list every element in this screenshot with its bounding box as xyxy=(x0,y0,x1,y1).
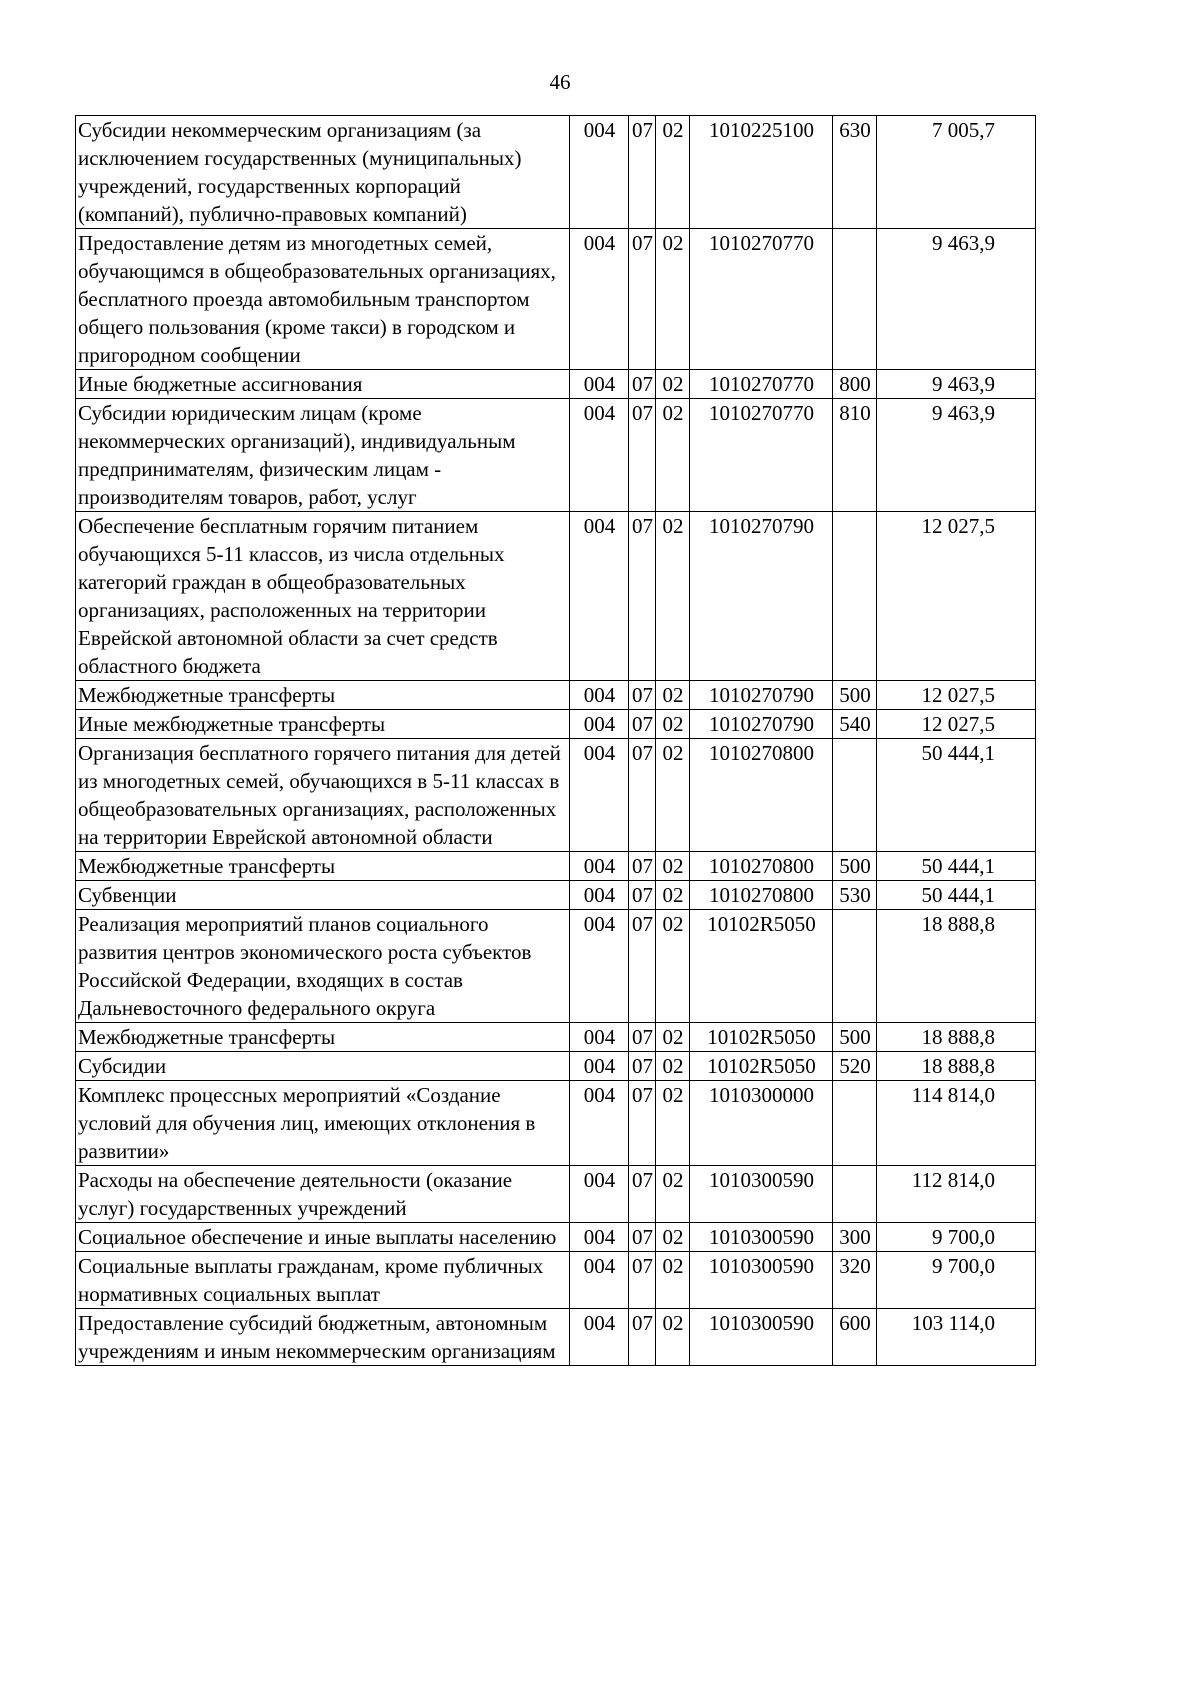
amount-cell: 18 888,8 xyxy=(877,1023,1036,1052)
section-code-cell: 07 xyxy=(629,910,656,1023)
amount-cell: 112 814,0 xyxy=(877,1166,1036,1223)
target-code-cell: 1010270790 xyxy=(690,710,833,739)
subsection-code-cell: 02 xyxy=(656,512,690,681)
amount-cell: 9 463,9 xyxy=(877,229,1036,370)
subsection-code-cell: 02 xyxy=(656,399,690,512)
subsection-code-cell: 02 xyxy=(656,116,690,229)
amount-cell: 9 700,0 xyxy=(877,1223,1036,1252)
expense-name-cell: Субсидии юридическим лицам (кроме некоммерческих организаций), индивидуальным предпринимателям, физическим лицам - производителям товаров, работ, услуг xyxy=(76,399,570,512)
table-row xyxy=(76,710,1036,739)
admin-code-cell: 004 xyxy=(570,1081,629,1166)
target-code-cell: 1010225100 xyxy=(690,116,833,229)
expense-name-cell: Субвенции xyxy=(76,881,570,910)
section-code-cell: 07 xyxy=(629,116,656,229)
table-row xyxy=(76,512,1036,681)
expense-type-cell: 500 xyxy=(833,1023,877,1052)
expense-type-cell: 810 xyxy=(833,399,877,512)
expense-name-cell: Межбюджетные трансферты xyxy=(76,852,570,881)
expense-name-cell: Иные бюджетные ассигнования xyxy=(76,370,570,399)
expense-name-cell: Предоставление субсидий бюджетным, автономным учреждениям и иным некоммерческим организациям xyxy=(76,1309,570,1366)
expense-type-cell: 630 xyxy=(833,116,877,229)
table-row xyxy=(76,1052,1036,1081)
section-code-cell: 07 xyxy=(629,1166,656,1223)
table-row xyxy=(76,1081,1036,1166)
expense-type-cell xyxy=(833,512,877,681)
subsection-code-cell: 02 xyxy=(656,739,690,852)
subsection-code-cell: 02 xyxy=(656,1023,690,1052)
admin-code-cell: 004 xyxy=(570,1052,629,1081)
amount-cell: 114 814,0 xyxy=(877,1081,1036,1166)
target-code-cell: 1010300000 xyxy=(690,1081,833,1166)
expense-type-cell xyxy=(833,1081,877,1166)
table-row xyxy=(76,116,1036,229)
expense-name-cell: Иные межбюджетные трансферты xyxy=(76,710,570,739)
admin-code-cell: 004 xyxy=(570,229,629,370)
amount-cell: 50 444,1 xyxy=(877,739,1036,852)
table-row xyxy=(76,1252,1036,1309)
target-code-cell: 10102R5050 xyxy=(690,1023,833,1052)
budget-table xyxy=(75,115,1036,1366)
target-code-cell: 1010270800 xyxy=(690,852,833,881)
section-code-cell: 07 xyxy=(629,1023,656,1052)
table-row xyxy=(76,881,1036,910)
admin-code-cell: 004 xyxy=(570,852,629,881)
admin-code-cell: 004 xyxy=(570,116,629,229)
expense-name-cell: Межбюджетные трансферты xyxy=(76,681,570,710)
expense-name-cell: Расходы на обеспечение деятельности (оказание услуг) государственных учреждений xyxy=(76,1166,570,1223)
target-code-cell: 1010300590 xyxy=(690,1223,833,1252)
amount-cell: 7 005,7 xyxy=(877,116,1036,229)
amount-cell: 50 444,1 xyxy=(877,852,1036,881)
admin-code-cell: 004 xyxy=(570,1166,629,1223)
expense-name-cell: Субсидии некоммерческим организациям (за исключением государственных (муниципальных) учреждений, государственных корпораций (компаний), публично-правовых компаний) xyxy=(76,116,570,229)
expense-type-cell: 530 xyxy=(833,881,877,910)
admin-code-cell: 004 xyxy=(570,370,629,399)
admin-code-cell: 004 xyxy=(570,681,629,710)
expense-type-cell: 520 xyxy=(833,1052,877,1081)
subsection-code-cell: 02 xyxy=(656,229,690,370)
subsection-code-cell: 02 xyxy=(656,910,690,1023)
amount-cell: 9 463,9 xyxy=(877,399,1036,512)
expense-name-cell: Организация бесплатного горячего питания для детей из многодетных семей, обучающихся в 5-11 классах в общеобразовательных организациях, расположенных на территории Еврейской автономной области xyxy=(76,739,570,852)
subsection-code-cell: 02 xyxy=(656,681,690,710)
amount-cell: 18 888,8 xyxy=(877,910,1036,1023)
expense-type-cell xyxy=(833,1166,877,1223)
expense-name-cell: Предоставление детям из многодетных семей, обучающимся в общеобразовательных организациях, бесплатного проезда автомобильным транспортом общего пользования (кроме такси) в городском и пригородном сообщении xyxy=(76,229,570,370)
table-row xyxy=(76,370,1036,399)
amount-cell: 9 700,0 xyxy=(877,1252,1036,1309)
expense-type-cell: 500 xyxy=(833,681,877,710)
admin-code-cell: 004 xyxy=(570,512,629,681)
subsection-code-cell: 02 xyxy=(656,852,690,881)
subsection-code-cell: 02 xyxy=(656,1081,690,1166)
target-code-cell: 10102R5050 xyxy=(690,910,833,1023)
subsection-code-cell: 02 xyxy=(656,1166,690,1223)
section-code-cell: 07 xyxy=(629,370,656,399)
section-code-cell: 07 xyxy=(629,1052,656,1081)
amount-cell: 18 888,8 xyxy=(877,1052,1036,1081)
expense-type-cell: 600 xyxy=(833,1309,877,1366)
amount-cell: 12 027,5 xyxy=(877,512,1036,681)
target-code-cell: 1010270770 xyxy=(690,229,833,370)
expense-type-cell: 320 xyxy=(833,1252,877,1309)
subsection-code-cell: 02 xyxy=(656,370,690,399)
section-code-cell: 07 xyxy=(629,739,656,852)
admin-code-cell: 004 xyxy=(570,1223,629,1252)
admin-code-cell: 004 xyxy=(570,1023,629,1052)
target-code-cell: 1010300590 xyxy=(690,1252,833,1309)
amount-cell: 12 027,5 xyxy=(877,681,1036,710)
section-code-cell: 07 xyxy=(629,1223,656,1252)
table-row xyxy=(76,910,1036,1023)
section-code-cell: 07 xyxy=(629,681,656,710)
target-code-cell: 10102R5050 xyxy=(690,1052,833,1081)
admin-code-cell: 004 xyxy=(570,739,629,852)
expense-type-cell xyxy=(833,910,877,1023)
subsection-code-cell: 02 xyxy=(656,881,690,910)
section-code-cell: 07 xyxy=(629,512,656,681)
section-code-cell: 07 xyxy=(629,710,656,739)
target-code-cell: 1010270770 xyxy=(690,399,833,512)
section-code-cell: 07 xyxy=(629,1309,656,1366)
admin-code-cell: 004 xyxy=(570,399,629,512)
amount-cell: 12 027,5 xyxy=(877,710,1036,739)
admin-code-cell: 004 xyxy=(570,1309,629,1366)
subsection-code-cell: 02 xyxy=(656,710,690,739)
admin-code-cell: 004 xyxy=(570,710,629,739)
subsection-code-cell: 02 xyxy=(656,1309,690,1366)
table-row xyxy=(76,1023,1036,1052)
section-code-cell: 07 xyxy=(629,399,656,512)
amount-cell: 50 444,1 xyxy=(877,881,1036,910)
expense-type-cell: 540 xyxy=(833,710,877,739)
expense-type-cell: 500 xyxy=(833,852,877,881)
target-code-cell: 1010270800 xyxy=(690,881,833,910)
table-row xyxy=(76,1309,1036,1366)
target-code-cell: 1010270790 xyxy=(690,512,833,681)
page-number: 46 xyxy=(549,70,571,94)
subsection-code-cell: 02 xyxy=(656,1223,690,1252)
expense-type-cell xyxy=(833,229,877,370)
expense-name-cell: Комплекс процессных мероприятий «Создание условий для обучения лиц, имеющих отклонения в развитии» xyxy=(76,1081,570,1166)
expense-name-cell: Социальные выплаты гражданам, кроме публичных нормативных социальных выплат xyxy=(76,1252,570,1309)
expense-type-cell xyxy=(833,739,877,852)
target-code-cell: 1010300590 xyxy=(690,1309,833,1366)
section-code-cell: 07 xyxy=(629,1081,656,1166)
subsection-code-cell: 02 xyxy=(656,1252,690,1309)
target-code-cell: 1010300590 xyxy=(690,1166,833,1223)
expense-type-cell: 300 xyxy=(833,1223,877,1252)
section-code-cell: 07 xyxy=(629,852,656,881)
table-row xyxy=(76,1166,1036,1223)
table-body xyxy=(76,116,1036,1366)
target-code-cell: 1010270800 xyxy=(690,739,833,852)
target-code-cell: 1010270790 xyxy=(690,681,833,710)
table-row xyxy=(76,1223,1036,1252)
amount-cell: 9 463,9 xyxy=(877,370,1036,399)
section-code-cell: 07 xyxy=(629,229,656,370)
section-code-cell: 07 xyxy=(629,881,656,910)
section-code-cell: 07 xyxy=(629,1252,656,1309)
expense-name-cell: Обеспечение бесплатным горячим питанием обучающихся 5-11 классов, из числа отдельных категорий граждан в общеобразовательных организациях, расположенных на территории Еврейской автономной области за счет средств областного бюджета xyxy=(76,512,570,681)
amount-cell: 103 114,0 xyxy=(877,1309,1036,1366)
subsection-code-cell: 02 xyxy=(656,1052,690,1081)
expense-name-cell: Реализация мероприятий планов социального развития центров экономического роста субъектов Российской Федерации, входящих в состав Дальневосточного федерального округа xyxy=(76,910,570,1023)
admin-code-cell: 004 xyxy=(570,910,629,1023)
expense-name-cell: Межбюджетные трансферты xyxy=(76,1023,570,1052)
table-row xyxy=(76,229,1036,370)
table-row xyxy=(76,399,1036,512)
admin-code-cell: 004 xyxy=(570,1252,629,1309)
expense-type-cell: 800 xyxy=(833,370,877,399)
table-row xyxy=(76,739,1036,852)
expense-name-cell: Социальное обеспечение и иные выплаты населению xyxy=(76,1223,570,1252)
target-code-cell: 1010270770 xyxy=(690,370,833,399)
table-row xyxy=(76,852,1036,881)
expense-name-cell: Субсидии xyxy=(76,1052,570,1081)
table-row xyxy=(76,681,1036,710)
admin-code-cell: 004 xyxy=(570,881,629,910)
